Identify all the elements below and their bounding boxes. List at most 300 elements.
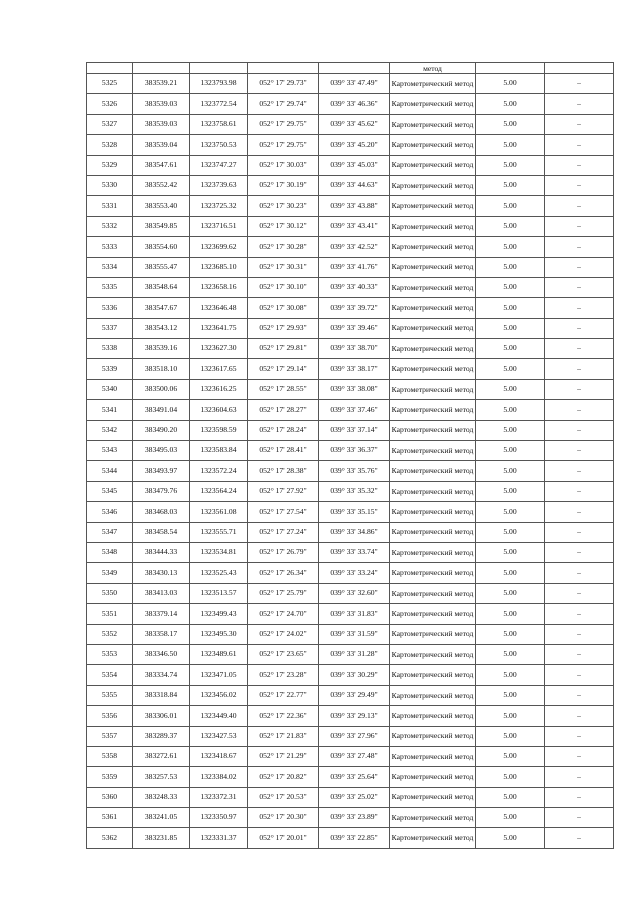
cell-x: 383554.60 [133,237,190,257]
cell-latitude: 052° 17' 26.79" [248,542,319,562]
cell-x: 383539.03 [133,114,190,134]
table-row [87,604,614,624]
cell-longitude: 039° 33' 37.46" [319,400,390,420]
cell-longitude: 039° 33' 41.76" [319,257,390,277]
cell-y: 1323572.24 [190,461,248,481]
cell-point-id: 5326 [87,94,133,114]
cell-longitude: 039° 33' 27.96" [319,726,390,746]
cell-y: 1323499.43 [190,604,248,624]
cell-latitude: 052° 17' 28.55" [248,379,319,399]
cell-longitude: 039° 33' 38.08" [319,379,390,399]
cell-method: Картометрический метод [390,665,476,685]
cell-latitude: 052° 17' 25.79" [248,583,319,603]
cell-precision: 5.00 [476,277,545,297]
cell-method: Картометрический метод [390,114,476,134]
cell-method: Картометрический метод [390,237,476,257]
cell-x: 383458.54 [133,522,190,542]
cell-longitude: 039° 33' 45.20" [319,135,390,155]
table-row [87,175,614,195]
cell-point-id: 5351 [87,604,133,624]
cell-latitude: 052° 17' 30.28" [248,237,319,257]
cell-latitude: 052° 17' 20.53" [248,787,319,807]
cell-method: Картометрический метод [390,624,476,644]
cell-precision: 5.00 [476,135,545,155]
table-row [87,665,614,685]
cell-point-id: 5337 [87,318,133,338]
cell-note: – [545,379,614,399]
cell-note: – [545,787,614,807]
cell-y: 1323627.30 [190,339,248,359]
cell-method: Картометрический метод [390,216,476,236]
cell-longitude: 039° 33' 38.70" [319,339,390,359]
cell-x: 383500.06 [133,379,190,399]
cell-empty [87,63,133,74]
cell-longitude: 039° 33' 40.33" [319,277,390,297]
cell-latitude: 052° 17' 30.12" [248,216,319,236]
table-row [87,155,614,175]
cell-x: 383318.84 [133,685,190,705]
table-row [87,624,614,644]
table-row [87,746,614,766]
cell-latitude: 052° 17' 30.23" [248,196,319,216]
cell-x: 383493.97 [133,461,190,481]
cell-longitude: 039° 33' 42.52" [319,237,390,257]
cell-method: Картометрический метод [390,359,476,379]
cell-y: 1323772.54 [190,94,248,114]
cell-x: 383257.53 [133,767,190,787]
cell-method: Картометрический метод [390,94,476,114]
table-row [87,563,614,583]
cell-precision: 5.00 [476,522,545,542]
cell-latitude: 052° 17' 28.24" [248,420,319,440]
cell-latitude: 052° 17' 24.02" [248,624,319,644]
table-row [87,135,614,155]
cell-longitude: 039° 33' 31.83" [319,604,390,624]
cell-precision: 5.00 [476,767,545,787]
cell-note: – [545,461,614,481]
cell-point-id: 5335 [87,277,133,297]
cell-note: – [545,685,614,705]
table-row [87,237,614,257]
cell-note: – [545,420,614,440]
cell-latitude: 052° 17' 30.10" [248,277,319,297]
cell-precision: 5.00 [476,461,545,481]
cell-method: Картометрический метод [390,277,476,297]
cell-latitude: 052° 17' 28.38" [248,461,319,481]
cell-note: – [545,767,614,787]
cell-precision: 5.00 [476,114,545,134]
cell-note: – [545,339,614,359]
cell-y: 1323793.98 [190,74,248,94]
cell-x: 383547.67 [133,298,190,318]
table-body [87,63,614,849]
cell-longitude: 039° 33' 29.13" [319,706,390,726]
table-row [87,196,614,216]
cell-y: 1323685.10 [190,257,248,277]
cell-y: 1323449.40 [190,706,248,726]
table-row [87,94,614,114]
cell-y: 1323471.05 [190,665,248,685]
cell-note: – [545,604,614,624]
cell-y: 1323525.43 [190,563,248,583]
cell-precision: 5.00 [476,542,545,562]
table-row [87,277,614,297]
cell-precision: 5.00 [476,237,545,257]
cell-precision: 5.00 [476,726,545,746]
cell-precision: 5.00 [476,787,545,807]
cell-y: 1323583.84 [190,441,248,461]
cell-longitude: 039° 33' 46.36" [319,94,390,114]
cell-y: 1323513.57 [190,583,248,603]
cell-x: 383479.76 [133,481,190,501]
cell-longitude: 039° 33' 47.49" [319,74,390,94]
cell-latitude: 052° 17' 22.77" [248,685,319,705]
cell-x: 383334.74 [133,665,190,685]
cell-method: Картометрический метод [390,135,476,155]
cell-latitude: 052° 17' 30.03" [248,155,319,175]
cell-note: – [545,706,614,726]
cell-note: – [545,135,614,155]
cell-point-id: 5354 [87,665,133,685]
cell-longitude: 039° 33' 22.85" [319,828,390,848]
cell-longitude: 039° 33' 33.74" [319,542,390,562]
table-row [87,481,614,501]
cell-method: Картометрический метод [390,644,476,664]
cell-point-id: 5350 [87,583,133,603]
cell-y: 1323384.02 [190,767,248,787]
cell-precision: 5.00 [476,74,545,94]
table-row [87,726,614,746]
cell-x: 383289.37 [133,726,190,746]
cell-point-id: 5327 [87,114,133,134]
cell-point-id: 5331 [87,196,133,216]
table-row [87,420,614,440]
table-row [87,318,614,338]
cell-latitude: 052° 17' 21.29" [248,746,319,766]
cell-method: Картометрический метод [390,685,476,705]
cell-y: 1323641.75 [190,318,248,338]
cell-latitude: 052° 17' 20.30" [248,808,319,828]
cell-longitude: 039° 33' 35.15" [319,502,390,522]
cell-latitude: 052° 17' 20.01" [248,828,319,848]
cell-note: – [545,828,614,848]
cell-longitude: 039° 33' 45.03" [319,155,390,175]
cell-method: Картометрический метод [390,808,476,828]
cell-precision: 5.00 [476,563,545,583]
cell-point-id: 5341 [87,400,133,420]
cell-x: 383539.03 [133,94,190,114]
cell-y: 1323699.62 [190,237,248,257]
cell-latitude: 052° 17' 27.24" [248,522,319,542]
cell-y: 1323758.61 [190,114,248,134]
cell-latitude: 052° 17' 26.34" [248,563,319,583]
cell-latitude: 052° 17' 21.83" [248,726,319,746]
cell-point-id: 5338 [87,339,133,359]
cell-precision: 5.00 [476,318,545,338]
cell-longitude: 039° 33' 32.60" [319,583,390,603]
cell-method: Картометрический метод [390,604,476,624]
cell-y: 1323725.32 [190,196,248,216]
cell-method: Картометрический метод [390,298,476,318]
cell-method: Картометрический метод [390,74,476,94]
cell-note: – [545,542,614,562]
cell-x: 383346.50 [133,644,190,664]
cell-y: 1323489.61 [190,644,248,664]
table-row [87,339,614,359]
cell-point-id: 5353 [87,644,133,664]
cell-point-id: 5333 [87,237,133,257]
table-row [87,522,614,542]
cell-y: 1323564.24 [190,481,248,501]
cell-latitude: 052° 17' 29.73" [248,74,319,94]
cell-method: Картометрический метод [390,726,476,746]
cell-x: 383543.12 [133,318,190,338]
cell-longitude: 039° 33' 30.29" [319,665,390,685]
cell-x: 383539.21 [133,74,190,94]
cell-note: – [545,257,614,277]
cell-precision: 5.00 [476,257,545,277]
cell-precision: 5.00 [476,94,545,114]
cell-note: – [545,481,614,501]
cell-longitude: 039° 33' 31.28" [319,644,390,664]
cell-point-id: 5345 [87,481,133,501]
cell-y: 1323555.71 [190,522,248,542]
cell-longitude: 039° 33' 34.86" [319,522,390,542]
cell-latitude: 052° 17' 30.19" [248,175,319,195]
cell-x: 383306.01 [133,706,190,726]
cell-longitude: 039° 33' 33.24" [319,563,390,583]
cell-y: 1323350.97 [190,808,248,828]
cell-precision: 5.00 [476,665,545,685]
table-row [87,502,614,522]
cell-latitude: 052° 17' 30.31" [248,257,319,277]
table-row [87,706,614,726]
cell-note: – [545,441,614,461]
cell-precision: 5.00 [476,379,545,399]
cell-note: – [545,175,614,195]
table-row [87,808,614,828]
cell-point-id: 5332 [87,216,133,236]
cell-latitude: 052° 17' 23.28" [248,665,319,685]
cell-longitude: 039° 33' 35.32" [319,481,390,501]
cell-method: Картометрический метод [390,481,476,501]
cell-precision: 5.00 [476,298,545,318]
cell-x: 383379.14 [133,604,190,624]
cell-note: – [545,563,614,583]
cell-precision: 5.00 [476,828,545,848]
cell-point-id: 5349 [87,563,133,583]
cell-note: – [545,400,614,420]
cell-longitude: 039° 33' 44.63" [319,175,390,195]
cell-note: – [545,644,614,664]
cell-x: 383248.33 [133,787,190,807]
cell-point-id: 5347 [87,522,133,542]
cell-method: Картометрический метод [390,583,476,603]
cell-longitude: 039° 33' 25.02" [319,787,390,807]
cell-longitude: 039° 33' 25.64" [319,767,390,787]
cell-method: Картометрический метод [390,175,476,195]
cell-precision: 5.00 [476,502,545,522]
table-row [87,114,614,134]
cell-note: – [545,665,614,685]
cell-point-id: 5328 [87,135,133,155]
cell-precision: 5.00 [476,604,545,624]
cell-y: 1323616.25 [190,379,248,399]
cell-method-continued: метод [390,63,476,74]
cell-x: 383518.10 [133,359,190,379]
cell-precision: 5.00 [476,216,545,236]
cell-latitude: 052° 17' 24.70" [248,604,319,624]
cell-y: 1323747.27 [190,155,248,175]
cell-x: 383444.33 [133,542,190,562]
table-row [87,298,614,318]
cell-y: 1323331.37 [190,828,248,848]
cell-x: 383548.64 [133,277,190,297]
cell-x: 383539.16 [133,339,190,359]
cell-method: Картометрический метод [390,828,476,848]
cell-method: Картометрический метод [390,461,476,481]
cell-y: 1323534.81 [190,542,248,562]
table-row [87,644,614,664]
cell-note: – [545,359,614,379]
cell-method: Картометрический метод [390,522,476,542]
cell-longitude: 039° 33' 37.14" [319,420,390,440]
cell-point-id: 5344 [87,461,133,481]
cell-latitude: 052° 17' 29.74" [248,94,319,114]
cell-empty [248,63,319,74]
cell-y: 1323561.08 [190,502,248,522]
cell-precision: 5.00 [476,808,545,828]
cell-point-id: 5355 [87,685,133,705]
cell-point-id: 5339 [87,359,133,379]
cell-note: – [545,237,614,257]
cell-method: Картометрический метод [390,787,476,807]
cell-y: 1323750.53 [190,135,248,155]
cell-point-id: 5352 [87,624,133,644]
cell-longitude: 039° 33' 45.62" [319,114,390,134]
table-row [87,542,614,562]
cell-note: – [545,318,614,338]
cell-empty [476,63,545,74]
cell-y: 1323658.16 [190,277,248,297]
cell-x: 383555.47 [133,257,190,277]
cell-x: 383413.03 [133,583,190,603]
cell-point-id: 5361 [87,808,133,828]
cell-precision: 5.00 [476,196,545,216]
cell-point-id: 5342 [87,420,133,440]
cell-y: 1323739.63 [190,175,248,195]
cell-method: Картометрический метод [390,318,476,338]
cell-method: Картометрический метод [390,379,476,399]
cell-latitude: 052° 17' 29.14" [248,359,319,379]
cell-precision: 5.00 [476,175,545,195]
cell-precision: 5.00 [476,685,545,705]
cell-point-id: 5343 [87,441,133,461]
cell-method: Картометрический метод [390,706,476,726]
cell-longitude: 039° 33' 31.59" [319,624,390,644]
table-row [87,583,614,603]
cell-method: Картометрический метод [390,257,476,277]
cell-longitude: 039° 33' 43.88" [319,196,390,216]
cell-y: 1323427.53 [190,726,248,746]
cell-point-id: 5359 [87,767,133,787]
cell-note: – [545,808,614,828]
cell-longitude: 039° 33' 38.17" [319,359,390,379]
cell-latitude: 052° 17' 27.92" [248,481,319,501]
cell-precision: 5.00 [476,359,545,379]
cell-latitude: 052° 17' 29.93" [248,318,319,338]
cell-x: 383358.17 [133,624,190,644]
cell-latitude: 052° 17' 29.75" [248,114,319,134]
table-row [87,400,614,420]
table-row [87,379,614,399]
cell-x: 383430.13 [133,563,190,583]
cell-x: 383468.03 [133,502,190,522]
cell-longitude: 039° 33' 43.41" [319,216,390,236]
cell-latitude: 052° 17' 28.27" [248,400,319,420]
cell-point-id: 5340 [87,379,133,399]
cell-note: – [545,726,614,746]
cell-latitude: 052° 17' 27.54" [248,502,319,522]
cell-point-id: 5336 [87,298,133,318]
cell-precision: 5.00 [476,441,545,461]
cell-x: 383552.42 [133,175,190,195]
cell-x: 383495.03 [133,441,190,461]
table-row-continued [87,63,614,74]
cell-precision: 5.00 [476,155,545,175]
cell-y: 1323456.02 [190,685,248,705]
table-row [87,787,614,807]
cell-precision: 5.00 [476,420,545,440]
cell-longitude: 039° 33' 39.72" [319,298,390,318]
table-row [87,74,614,94]
cell-method: Картометрический метод [390,196,476,216]
cell-note: – [545,746,614,766]
cell-y: 1323418.67 [190,746,248,766]
table-row [87,257,614,277]
cell-precision: 5.00 [476,339,545,359]
cell-y: 1323495.30 [190,624,248,644]
cell-y: 1323617.65 [190,359,248,379]
cell-x: 383272.61 [133,746,190,766]
cell-point-id: 5325 [87,74,133,94]
cell-x: 383553.40 [133,196,190,216]
cell-precision: 5.00 [476,706,545,726]
cell-precision: 5.00 [476,746,545,766]
cell-method: Картометрический метод [390,339,476,359]
cell-empty [190,63,248,74]
cell-y: 1323716.51 [190,216,248,236]
table-row [87,216,614,236]
cell-note: – [545,114,614,134]
cell-point-id: 5356 [87,706,133,726]
cell-x: 383549.85 [133,216,190,236]
cell-x: 383241.05 [133,808,190,828]
cell-point-id: 5330 [87,175,133,195]
table-row [87,461,614,481]
cell-latitude: 052° 17' 22.36" [248,706,319,726]
cell-precision: 5.00 [476,481,545,501]
cell-note: – [545,155,614,175]
table-row [87,685,614,705]
cell-y: 1323646.48 [190,298,248,318]
cell-point-id: 5357 [87,726,133,746]
cell-x: 383539.04 [133,135,190,155]
cell-precision: 5.00 [476,644,545,664]
cell-point-id: 5360 [87,787,133,807]
cell-note: – [545,298,614,318]
cell-x: 383490.20 [133,420,190,440]
